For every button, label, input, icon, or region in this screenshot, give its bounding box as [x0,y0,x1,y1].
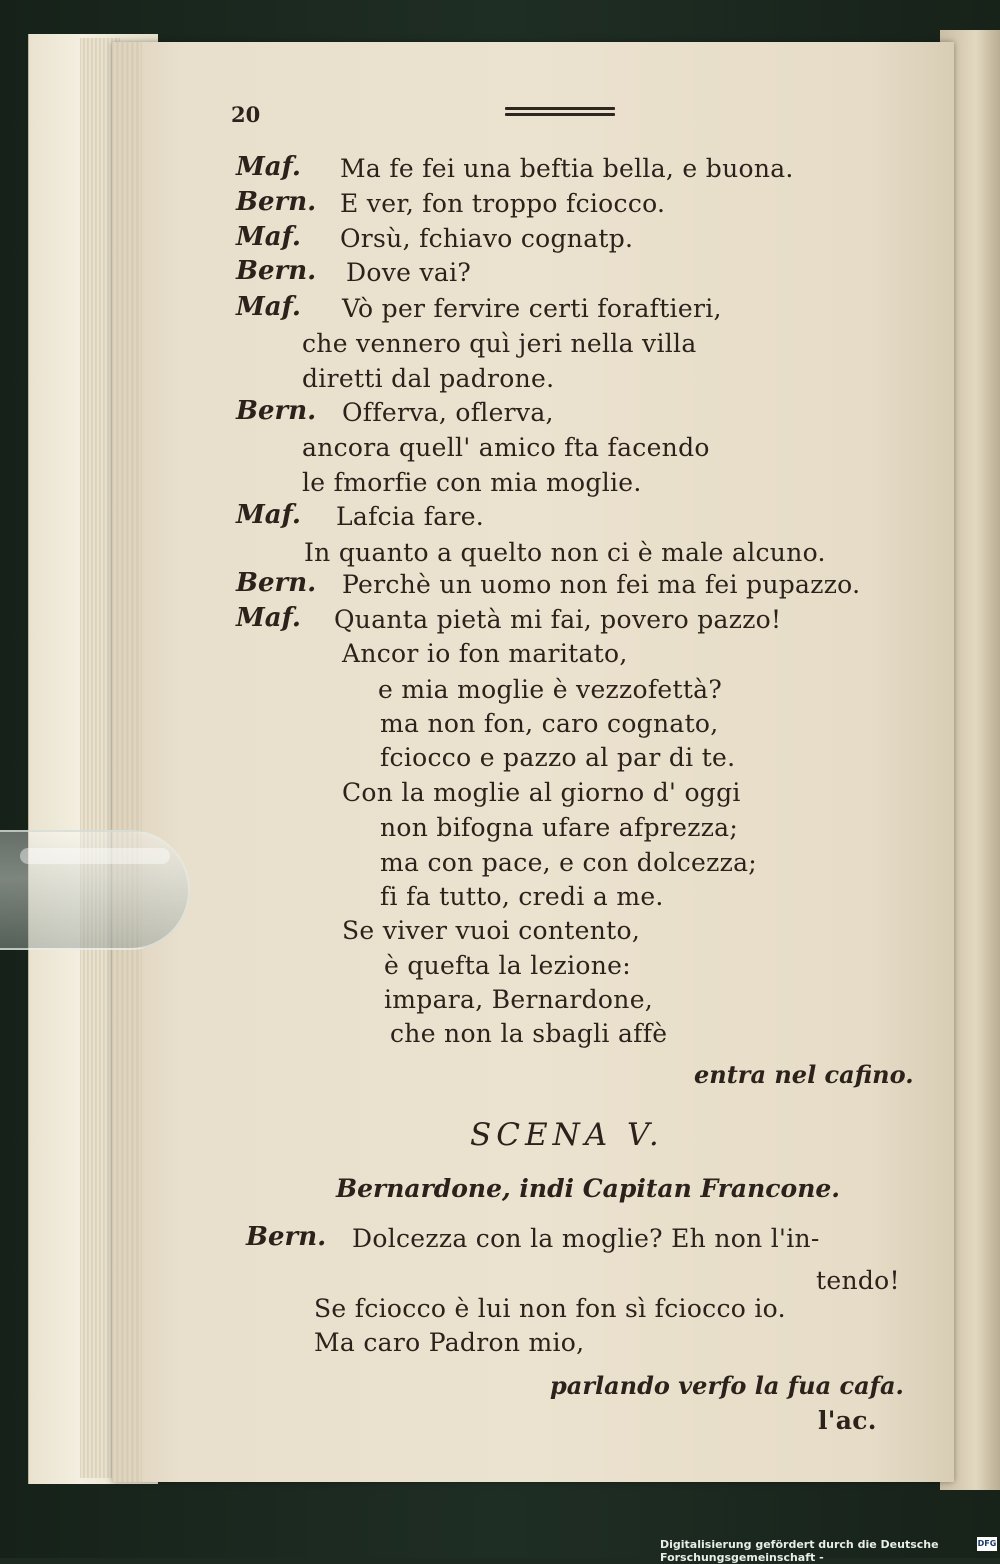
verse-line: Quanta pietà mi fai, povero pazzo! [334,605,782,634]
speaker-label: Maf. [236,292,301,322]
page-number: 20 [231,102,261,127]
verse-line: le fmorfie con mia moglie. [302,468,642,497]
verse-line: ma non fon, caro cognato, [380,709,719,738]
verse-line: Dolcezza con la moglie? Eh non l'in- [352,1224,820,1253]
verse-line: Perchè un uomo non fei ma fei pupazzo. [342,570,861,599]
verse-line: Vò per fervire certi foraftieri, [342,294,722,323]
header-rule [505,107,615,119]
verse-line: non bifogna ufare afprezza; [380,813,739,842]
speaker-label: Bern. [236,396,317,426]
catchword: l'ac. [818,1406,877,1435]
speaker-label: Maf. [236,222,301,252]
verse-line: tendo! [816,1266,900,1295]
verse-line: ma con pace, e con dolcezza; [380,848,758,877]
verse-line: Dove vai? [346,258,472,287]
verse-line: Ma fe fei una beftia bella, e buona. [340,154,794,183]
verse-line: Offerva, oflerva, [342,398,554,427]
verse-line: che vennero quì jeri nella villa [302,329,697,358]
digitization-credit: Digitalisierung gefördert durch die Deutsche Forschungsgemeinschaft - [660,1538,939,1564]
verse-line: che non la sbagli affè [390,1019,668,1048]
verse-line: diretti dal padrone. [302,364,555,393]
stage-direction: parlando verfo la fua cafa. [550,1371,904,1400]
speaker-label: Maf. [236,152,301,182]
verse-line: ancora quell' amico fta facendo [302,433,710,462]
speaker-label: Maf. [236,603,301,633]
verse-line: impara, Bernardone, [384,985,654,1014]
verse-line: Ancor io fon maritato, [342,639,628,668]
page-fore-edge [112,42,142,1482]
verse-line: Se viver vuoi contento, [342,916,641,945]
speaker-label: Bern. [246,1222,327,1252]
verse-line: Lafcia fare. [336,502,485,531]
verse-line: fi fa tutto, credi a me. [380,882,664,911]
speaker-label: Maf. [236,500,301,530]
verse-line: Orsù, fchiavo cognatp. [340,224,634,253]
verse-line: fciocco e pazzo al par di te. [380,743,736,772]
speaker-label: Bern. [236,568,317,598]
scene-characters: Bernardone, indi Capitan Francone. [336,1174,840,1203]
verse-line: Ma caro Padron mio, [314,1328,585,1357]
verse-line: Se fciocco è lui non fon sì fciocco io. [314,1294,786,1323]
speaker-label: Bern. [236,256,317,286]
verse-line: Con la moglie al giorno d' oggi [342,778,741,807]
verse-line: è quefta la lezione: [384,951,631,980]
verse-line: E ver, fon troppo fciocco. [340,189,666,218]
verse-line: In quanto a quelto non ci è male alcuno. [304,538,826,567]
verse-line: e mia moglie è vezzofettà? [378,675,723,704]
scene-title: SCENA V. [470,1117,664,1153]
speaker-label: Bern. [236,187,317,217]
dfg-logo: DFG [977,1537,997,1551]
stage-direction: entra nel cafino. [694,1060,914,1089]
page-clip-highlight [20,848,170,864]
